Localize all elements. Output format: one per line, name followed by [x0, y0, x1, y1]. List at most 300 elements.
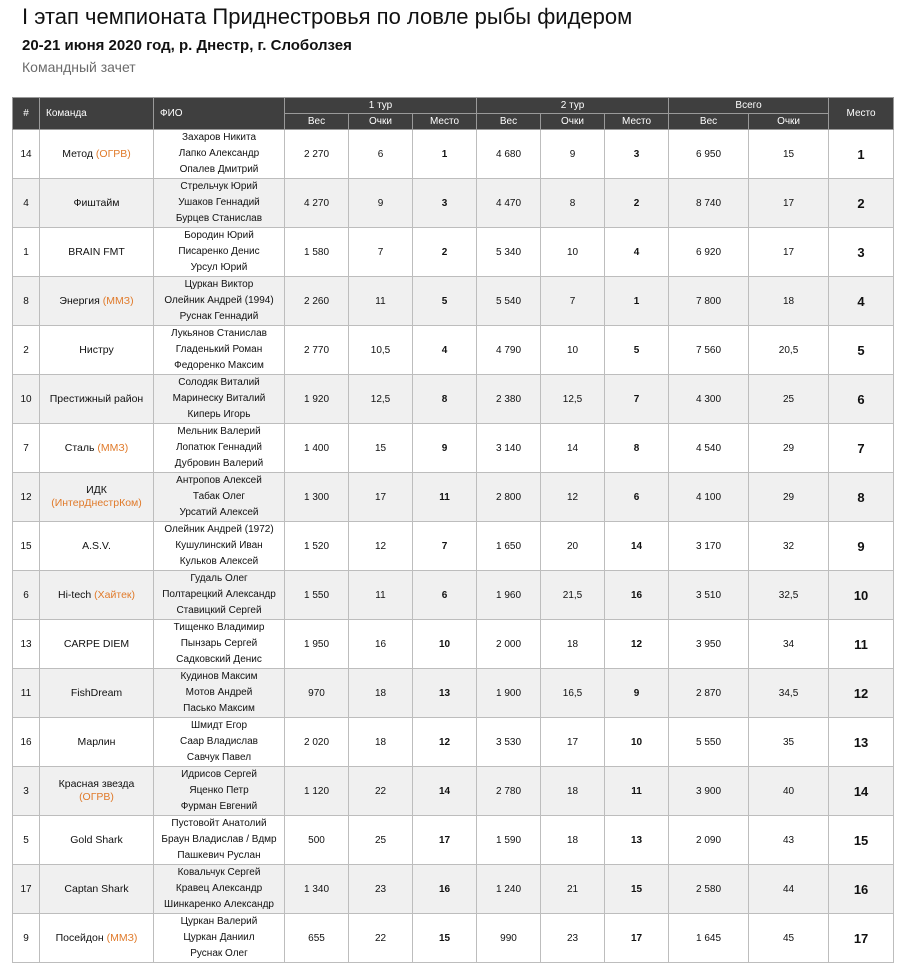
members-cell: [154, 914, 285, 963]
final-place: 9: [829, 522, 894, 571]
tour1-rank: 10: [413, 620, 477, 669]
tour1-weight: 1 520: [285, 522, 349, 571]
member-name: Ковальчук Сергей: [177, 867, 261, 878]
tour2-weight: 1 900: [477, 669, 541, 718]
tour1-rank: 8: [413, 375, 477, 424]
team-name: Престижный район: [49, 392, 144, 405]
final-place: 7: [829, 424, 894, 473]
tour1-weight: 970: [285, 669, 349, 718]
tour2-weight: 4 790: [477, 326, 541, 375]
col-team: Команда: [40, 98, 154, 130]
total-points: 29: [749, 424, 829, 473]
team-number: 6: [13, 571, 40, 620]
member-name: Пасько Максим: [183, 703, 255, 714]
member-name: Киперь Игорь: [187, 409, 251, 420]
tour1-rank: 6: [413, 571, 477, 620]
tour2-points: 21: [541, 865, 605, 914]
members-cell: [154, 130, 285, 179]
team-cell: [40, 669, 154, 718]
members-cell: [154, 277, 285, 326]
total-weight: 2 090: [669, 816, 749, 865]
member-name: Браун Владислав / Вдмр: [161, 834, 277, 845]
tour1-weight: 1 300: [285, 473, 349, 522]
team-name: Красная звезда: [58, 778, 135, 790]
member-name: Ушаков Геннадий: [178, 197, 260, 208]
member-name: Яценко Петр: [189, 785, 249, 796]
tour2-weight: 2 780: [477, 767, 541, 816]
tour1-rank: 15: [413, 914, 477, 963]
tour1-weight: 1 920: [285, 375, 349, 424]
table-row: [13, 718, 894, 767]
table-row: [13, 571, 894, 620]
table-body: [13, 130, 894, 963]
tour2-rank: 5: [605, 326, 669, 375]
members-cell: [154, 669, 285, 718]
final-place: 15: [829, 816, 894, 865]
tour2-rank: 11: [605, 767, 669, 816]
table-row: [13, 914, 894, 963]
col-total-points: Очки: [749, 114, 829, 130]
total-points: 17: [749, 179, 829, 228]
team-cell: [40, 718, 154, 767]
final-place: 8: [829, 473, 894, 522]
member-name: Урсатий Алексей: [179, 507, 259, 518]
total-points: 34: [749, 620, 829, 669]
total-weight: 4 300: [669, 375, 749, 424]
total-weight: 3 900: [669, 767, 749, 816]
tour1-points: 22: [349, 767, 413, 816]
team-number: 1: [13, 228, 40, 277]
event-date-location: 20-21 июня 2020 год, р. Днестр, г. Слоболзея: [22, 37, 352, 54]
tour2-rank: 4: [605, 228, 669, 277]
tour2-weight: 1 960: [477, 571, 541, 620]
tour1-weight: 1 340: [285, 865, 349, 914]
team-cell: [40, 767, 154, 816]
col-tour2-rank: Место: [605, 114, 669, 130]
tour2-rank: 16: [605, 571, 669, 620]
tour2-weight: 3 530: [477, 718, 541, 767]
member-name: Кудинов Максим: [180, 671, 258, 682]
final-place: 5: [829, 326, 894, 375]
tour1-points: 25: [349, 816, 413, 865]
final-place: 10: [829, 571, 894, 620]
total-weight: 7 560: [669, 326, 749, 375]
members-cell: [154, 816, 285, 865]
team-number: 8: [13, 277, 40, 326]
tour2-rank: 2: [605, 179, 669, 228]
table-row: [13, 424, 894, 473]
team-name: A.S.V.: [82, 539, 111, 552]
tour2-rank: 9: [605, 669, 669, 718]
members-cell: [154, 179, 285, 228]
total-points: 45: [749, 914, 829, 963]
team-number: 13: [13, 620, 40, 669]
member-name: Бурцев Станислав: [175, 213, 263, 224]
member-name: Цуркан Даниил: [183, 932, 255, 943]
member-name: Федоренко Максим: [174, 360, 264, 371]
team-name: Captan Shark: [64, 882, 129, 895]
member-name: Дубровин Валерий: [174, 458, 264, 469]
tour1-rank: 13: [413, 669, 477, 718]
member-name: Савчук Павел: [186, 752, 252, 763]
team-number: 2: [13, 326, 40, 375]
table-row: [13, 326, 894, 375]
col-tour1-rank: Место: [413, 114, 477, 130]
tour2-points: 18: [541, 816, 605, 865]
team-cell: [40, 571, 154, 620]
tour2-points: 12,5: [541, 375, 605, 424]
team-cell: [40, 228, 154, 277]
member-name: Гудаль Олег: [190, 573, 248, 584]
tour2-rank: 14: [605, 522, 669, 571]
members-cell: [154, 522, 285, 571]
tour2-rank: 15: [605, 865, 669, 914]
tour1-weight: 4 270: [285, 179, 349, 228]
tour2-weight: 2 380: [477, 375, 541, 424]
members-cell: [154, 375, 285, 424]
tour1-weight: 2 770: [285, 326, 349, 375]
tour2-points: 23: [541, 914, 605, 963]
members-cell: [154, 571, 285, 620]
member-name: Пустовойт Анатолий: [171, 818, 267, 829]
total-points: 34,5: [749, 669, 829, 718]
member-name: Маринеску Виталий: [172, 393, 266, 404]
team-name: Hi-tech: [57, 588, 92, 601]
team-standings-table: [12, 97, 894, 963]
team-number: 16: [13, 718, 40, 767]
team-cell: [40, 179, 154, 228]
tour2-weight: 5 540: [477, 277, 541, 326]
table-row: [13, 669, 894, 718]
team-cell: [40, 473, 154, 522]
tour1-rank: 7: [413, 522, 477, 571]
members-cell: [154, 326, 285, 375]
member-name: Кравец Александр: [175, 883, 263, 894]
member-name: Фурман Евгений: [180, 801, 258, 812]
tour1-rank: 3: [413, 179, 477, 228]
member-name: Стрельчук Юрий: [180, 181, 258, 192]
member-name: Лопатюк Геннадий: [175, 442, 263, 453]
tour1-weight: 500: [285, 816, 349, 865]
tour1-rank: 14: [413, 767, 477, 816]
tour1-weight: 2 020: [285, 718, 349, 767]
col-tour2: 2 тур: [477, 98, 669, 114]
table-row: [13, 816, 894, 865]
team-name: Посейдон: [55, 931, 104, 944]
member-name: Писаренко Денис: [178, 246, 260, 257]
member-name: Садковский Денис: [176, 654, 262, 665]
member-name: Мотов Андрей: [185, 687, 253, 698]
tour2-points: 18: [541, 620, 605, 669]
total-points: 44: [749, 865, 829, 914]
total-points: 43: [749, 816, 829, 865]
member-name: Ставицкий Сергей: [176, 605, 262, 616]
member-name: Идрисов Сергей: [181, 769, 257, 780]
team-affiliation: (ММЗ): [102, 294, 134, 307]
tour2-points: 18: [541, 767, 605, 816]
member-name: Тищенко Владимир: [173, 622, 265, 633]
member-name: Кульков Алексей: [179, 556, 259, 567]
total-points: 35: [749, 718, 829, 767]
members-cell: [154, 473, 285, 522]
team-cell: [40, 522, 154, 571]
tour2-points: 10: [541, 326, 605, 375]
total-weight: 1 645: [669, 914, 749, 963]
tour2-rank: 10: [605, 718, 669, 767]
team-number: 5: [13, 816, 40, 865]
team-number: 17: [13, 865, 40, 914]
member-name: Полтарецкий Александр: [162, 589, 276, 600]
team-cell: [40, 424, 154, 473]
tour1-points: 18: [349, 718, 413, 767]
members-cell: [154, 228, 285, 277]
final-place: 4: [829, 277, 894, 326]
total-points: 18: [749, 277, 829, 326]
col-tour1: 1 тур: [285, 98, 477, 114]
tour1-points: 18: [349, 669, 413, 718]
tour1-weight: 2 270: [285, 130, 349, 179]
member-name: Шинкаренко Александр: [164, 899, 274, 910]
table-row: [13, 865, 894, 914]
member-name: Пынзарь Сергей: [180, 638, 258, 649]
team-number: 14: [13, 130, 40, 179]
table-row: [13, 130, 894, 179]
total-weight: 4 540: [669, 424, 749, 473]
standings-caption: Командный зачет: [22, 59, 136, 75]
team-affiliation: (ОГРВ): [95, 147, 131, 160]
final-place: 1: [829, 130, 894, 179]
member-name: Руснак Олег: [190, 948, 248, 959]
tour1-points: 11: [349, 571, 413, 620]
total-weight: 7 800: [669, 277, 749, 326]
final-place: 12: [829, 669, 894, 718]
team-number: 7: [13, 424, 40, 473]
tour1-points: 17: [349, 473, 413, 522]
tour1-rank: 11: [413, 473, 477, 522]
tour2-weight: 5 340: [477, 228, 541, 277]
team-number: 11: [13, 669, 40, 718]
team-affiliation: (ИнтерДнестрКом): [51, 497, 142, 509]
team-number: 9: [13, 914, 40, 963]
total-points: 25: [749, 375, 829, 424]
member-name: Олейник Андрей (1994): [164, 295, 274, 306]
team-number: 10: [13, 375, 40, 424]
members-cell: [154, 718, 285, 767]
tour2-rank: 8: [605, 424, 669, 473]
total-points: 17: [749, 228, 829, 277]
members-cell: [154, 767, 285, 816]
tour1-weight: 1 120: [285, 767, 349, 816]
table-row: [13, 277, 894, 326]
tour1-weight: 1 950: [285, 620, 349, 669]
member-name: Бородин Юрий: [184, 230, 254, 241]
team-number: 12: [13, 473, 40, 522]
tour1-points: 15: [349, 424, 413, 473]
table-row: [13, 767, 894, 816]
member-name: Опалев Дмитрий: [179, 164, 259, 175]
final-place: 16: [829, 865, 894, 914]
team-cell: [40, 865, 154, 914]
tour2-weight: 3 140: [477, 424, 541, 473]
tour2-weight: 2 800: [477, 473, 541, 522]
final-place: 14: [829, 767, 894, 816]
tour1-rank: 4: [413, 326, 477, 375]
total-weight: 2 870: [669, 669, 749, 718]
tour2-points: 17: [541, 718, 605, 767]
total-weight: 8 740: [669, 179, 749, 228]
tour2-rank: 12: [605, 620, 669, 669]
tour2-points: 9: [541, 130, 605, 179]
tour1-points: 7: [349, 228, 413, 277]
member-name: Гладенький Роман: [175, 344, 263, 355]
table-row: [13, 228, 894, 277]
tour2-points: 8: [541, 179, 605, 228]
total-weight: 6 920: [669, 228, 749, 277]
tour2-rank: 17: [605, 914, 669, 963]
tour2-weight: 990: [477, 914, 541, 963]
team-cell: [40, 914, 154, 963]
team-name: Сталь: [64, 441, 95, 454]
team-name: FishDream: [70, 686, 123, 699]
total-points: 32: [749, 522, 829, 571]
team-name: Gold Shark: [70, 833, 123, 846]
members-cell: [154, 865, 285, 914]
col-tour1-weight: Вес: [285, 114, 349, 130]
member-name: Захаров Никита: [181, 132, 257, 143]
tour1-rank: 17: [413, 816, 477, 865]
tour1-rank: 9: [413, 424, 477, 473]
col-tour2-weight: Вес: [477, 114, 541, 130]
team-name: Фиштайм: [73, 196, 120, 209]
total-points: 32,5: [749, 571, 829, 620]
col-tour1-points: Очки: [349, 114, 413, 130]
team-name: Метод: [62, 147, 93, 160]
total-weight: 3 170: [669, 522, 749, 571]
table-row: [13, 473, 894, 522]
team-name: Марлин: [77, 735, 116, 748]
tour1-weight: 1 400: [285, 424, 349, 473]
tour1-points: 12: [349, 522, 413, 571]
col-tour2-points: Очки: [541, 114, 605, 130]
total-points: 29: [749, 473, 829, 522]
final-place: 3: [829, 228, 894, 277]
member-name: Олейник Андрей (1972): [164, 524, 274, 535]
tour1-points: 9: [349, 179, 413, 228]
member-name: Табак Олег: [192, 491, 246, 502]
total-weight: 3 950: [669, 620, 749, 669]
tour1-points: 12,5: [349, 375, 413, 424]
total-weight: 6 950: [669, 130, 749, 179]
member-name: Урсул Юрий: [190, 262, 248, 273]
tour2-points: 14: [541, 424, 605, 473]
table-row: [13, 522, 894, 571]
tour2-rank: 1: [605, 277, 669, 326]
tour2-points: 7: [541, 277, 605, 326]
total-points: 15: [749, 130, 829, 179]
page-title: I этап чемпионата Приднестровья по ловле рыбы фидером: [22, 4, 633, 29]
total-points: 40: [749, 767, 829, 816]
tour2-weight: 1 650: [477, 522, 541, 571]
final-place: 17: [829, 914, 894, 963]
tour2-weight: 2 000: [477, 620, 541, 669]
tour1-points: 6: [349, 130, 413, 179]
member-name: Руснак Геннадий: [179, 311, 259, 322]
member-name: Мельник Валерий: [177, 426, 261, 437]
total-weight: 4 100: [669, 473, 749, 522]
tour1-weight: 1 550: [285, 571, 349, 620]
table-header: [13, 98, 894, 130]
team-affiliation: (Хайтек): [94, 588, 135, 601]
tour2-weight: 4 470: [477, 179, 541, 228]
total-weight: 5 550: [669, 718, 749, 767]
team-cell: [40, 130, 154, 179]
tour1-weight: 655: [285, 914, 349, 963]
tour1-points: 22: [349, 914, 413, 963]
team-number: 15: [13, 522, 40, 571]
tour1-weight: 1 580: [285, 228, 349, 277]
team-name: CARPE DIEM: [63, 637, 130, 650]
tour2-weight: 1 590: [477, 816, 541, 865]
col-fio: ФИО: [154, 98, 285, 130]
tour2-rank: 6: [605, 473, 669, 522]
team-cell: [40, 277, 154, 326]
tour2-weight: 4 680: [477, 130, 541, 179]
tour2-points: 16,5: [541, 669, 605, 718]
tour1-points: 10,5: [349, 326, 413, 375]
team-cell: [40, 816, 154, 865]
member-name: Кушулинский Иван: [175, 540, 263, 551]
final-place: 13: [829, 718, 894, 767]
tour1-points: 11: [349, 277, 413, 326]
tour2-rank: 3: [605, 130, 669, 179]
member-name: Солодяк Виталий: [178, 377, 260, 388]
team-affiliation: (ММЗ): [97, 441, 129, 454]
tour1-points: 16: [349, 620, 413, 669]
table-row: [13, 620, 894, 669]
team-name: Энергия: [59, 294, 100, 307]
tour1-rank: 1: [413, 130, 477, 179]
tour2-weight: 1 240: [477, 865, 541, 914]
tour1-rank: 2: [413, 228, 477, 277]
col-num: #: [13, 98, 40, 130]
table-row: [13, 179, 894, 228]
total-points: 20,5: [749, 326, 829, 375]
tour1-points: 23: [349, 865, 413, 914]
total-weight: 2 580: [669, 865, 749, 914]
team-cell: [40, 326, 154, 375]
team-affiliation: (ММЗ): [106, 931, 138, 944]
member-name: Лапко Александр: [178, 148, 260, 159]
table-row: [13, 375, 894, 424]
team-number: 3: [13, 767, 40, 816]
tour2-points: 21,5: [541, 571, 605, 620]
total-weight: 3 510: [669, 571, 749, 620]
col-total: Всего: [669, 98, 829, 114]
member-name: Лукьянов Станислав: [171, 328, 267, 339]
member-name: Саар Владислав: [180, 736, 258, 747]
final-place: 11: [829, 620, 894, 669]
team-affiliation: (ОГРВ): [79, 791, 114, 803]
tour2-rank: 7: [605, 375, 669, 424]
tour2-rank: 13: [605, 816, 669, 865]
final-place: 6: [829, 375, 894, 424]
team-cell: [40, 375, 154, 424]
team-cell: [40, 620, 154, 669]
team-name: BRAIN FMT: [68, 245, 125, 258]
col-place: Место: [829, 98, 894, 130]
member-name: Шмидт Егор: [190, 720, 248, 731]
col-total-weight: Вес: [669, 114, 749, 130]
